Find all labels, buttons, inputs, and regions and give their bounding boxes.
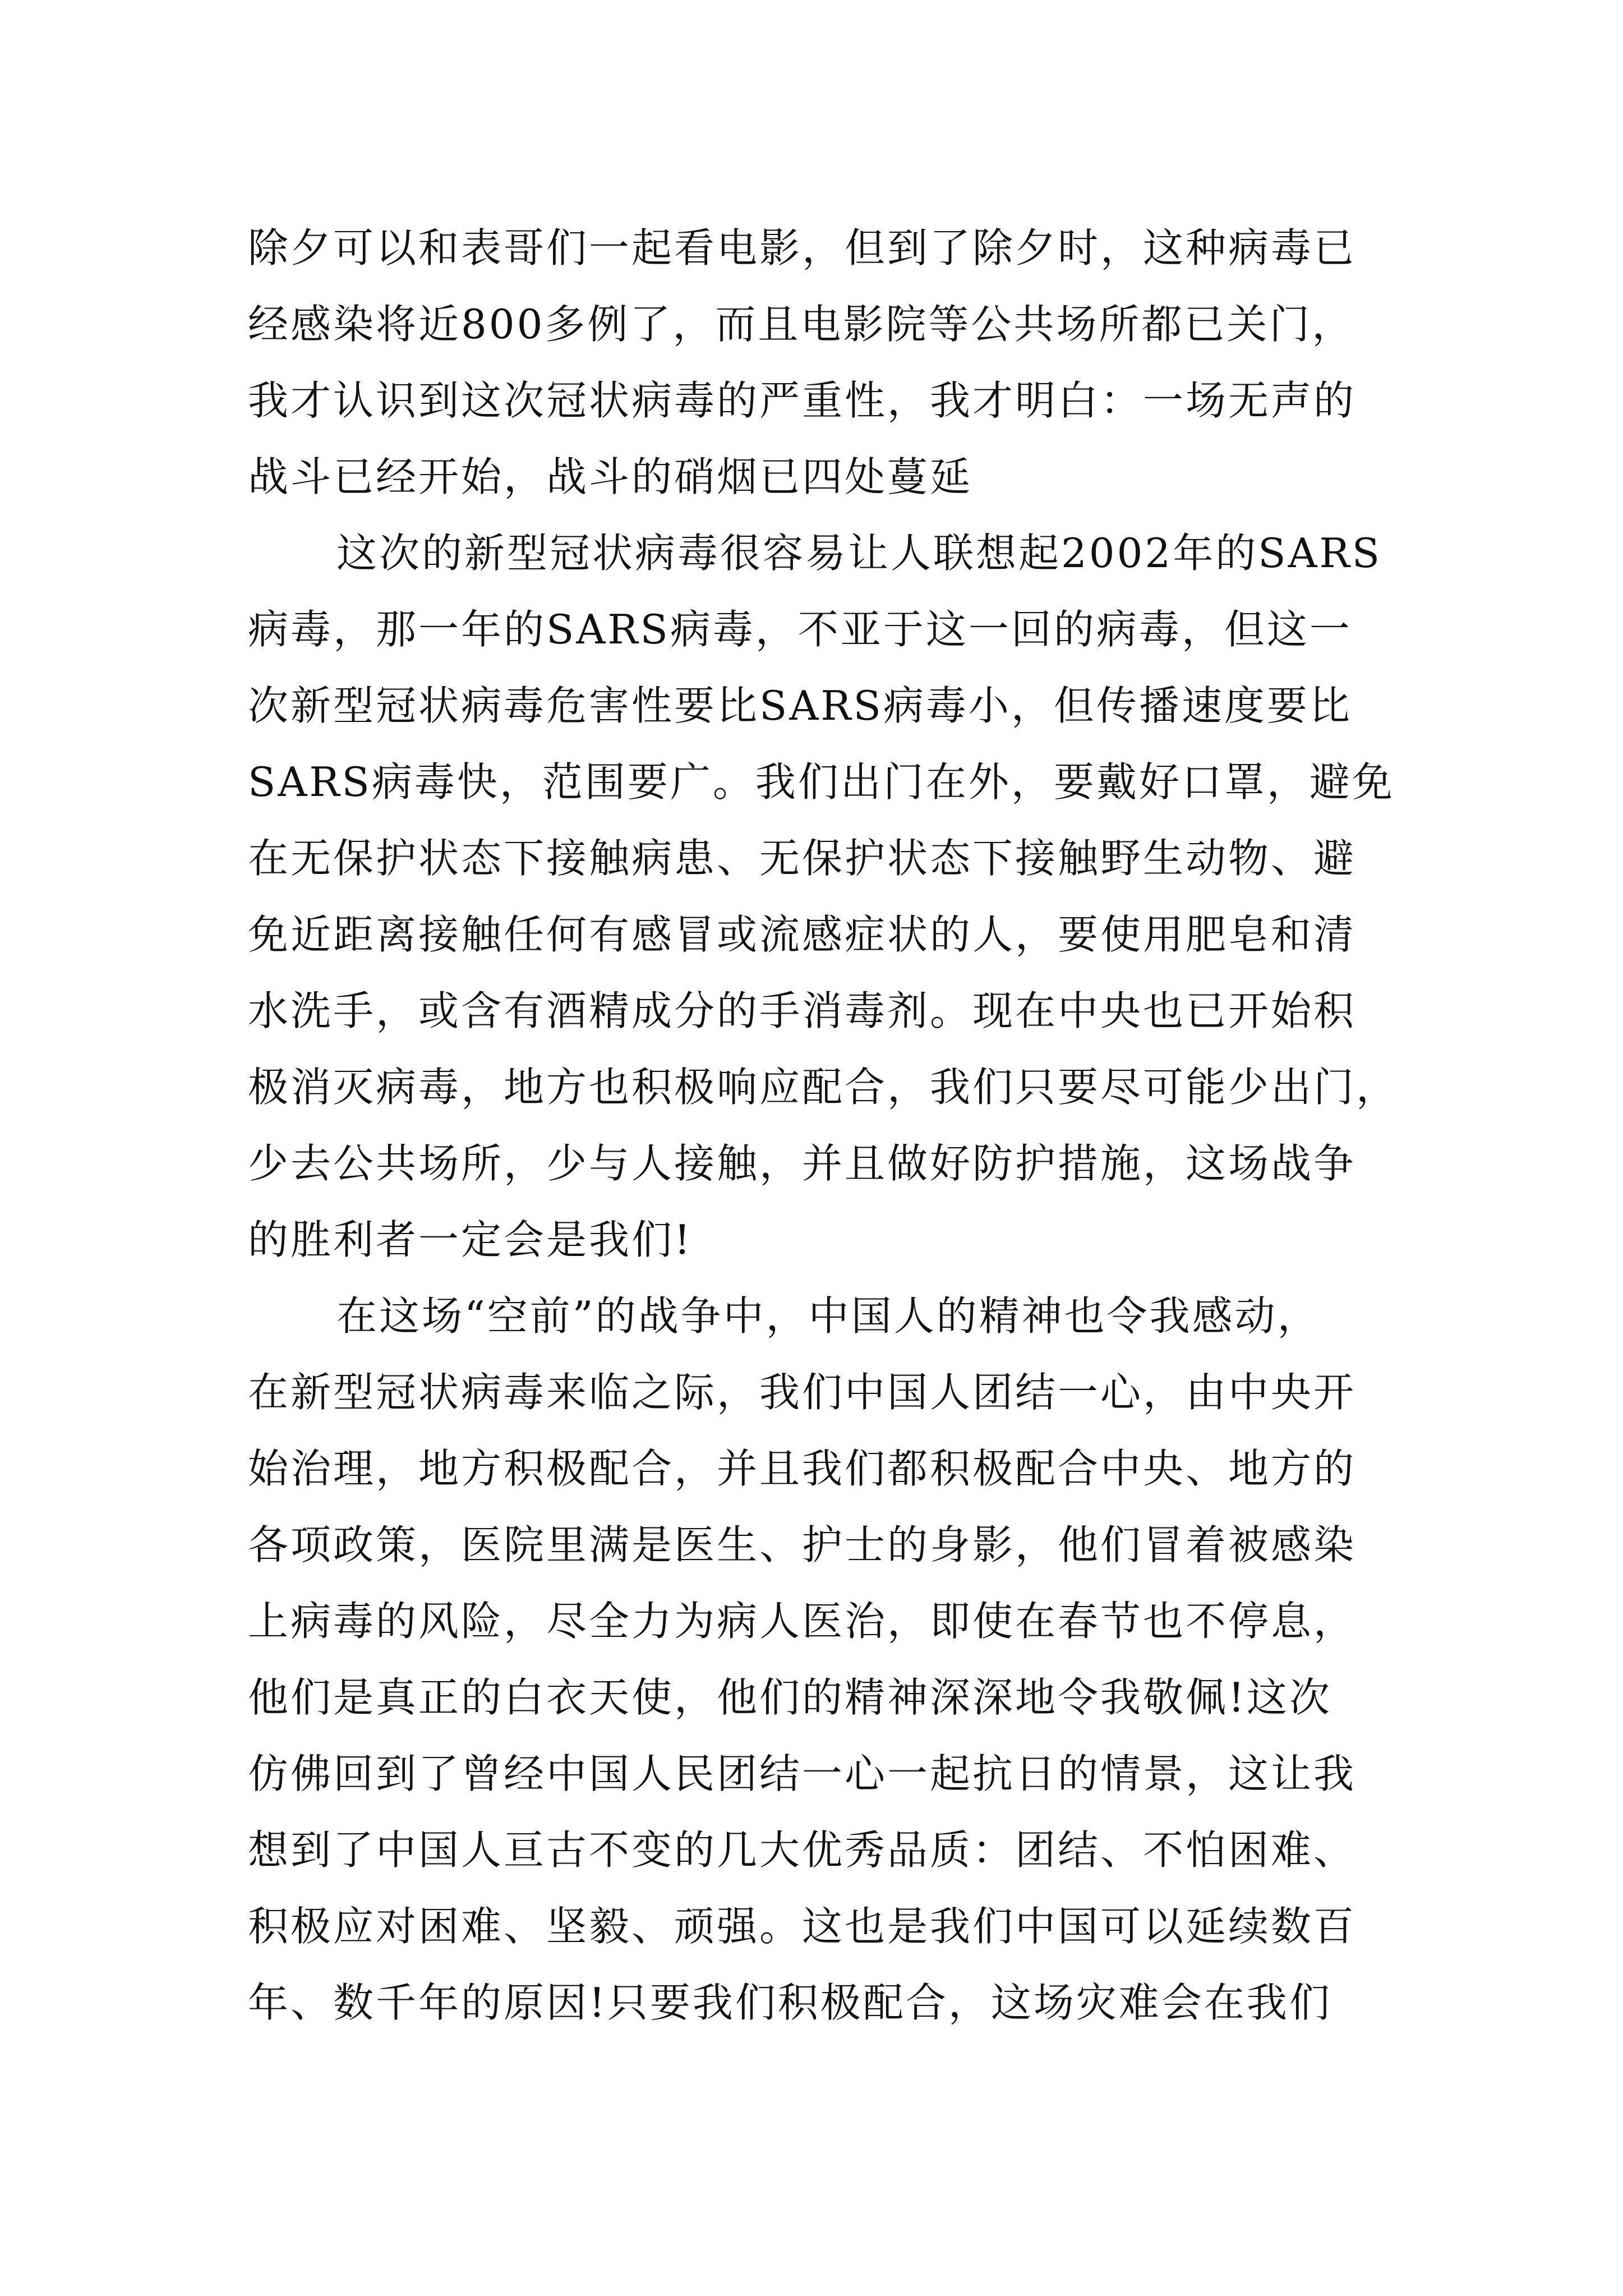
text-line: 在新型冠状病毒来临之际，我们中国人团结一心，由中央开 — [248, 1369, 1357, 1416]
text-line: 上病毒的风险，尽全力为病人医治，即使在春节也不停息， — [248, 1598, 1357, 1645]
text-line: 的胜利者一定会是我们! — [248, 1216, 693, 1263]
text-line: 各项政策，医院里满是医生、护士的身影，他们冒着被感染 — [248, 1521, 1357, 1568]
paragraph-first-line: 这次的新型冠状病毒很容易让人联想起2002年的SARS — [336, 530, 1382, 577]
text-line: 次新型冠状病毒危害性要比SARS病毒小，但传播速度要比 — [248, 682, 1352, 729]
text-line: 免近距离接触任何有感冒或流感症状的人，要使用肥皂和清 — [248, 911, 1357, 958]
text-line: 水洗手，或含有酒精成分的手消毒剂。现在中央也已开始积 — [248, 987, 1357, 1034]
text-line: 经感染将近800多例了，而且电影院等公共场所都已关门， — [248, 301, 1355, 348]
text-line: 他们是真正的白衣天使，他们的精神深深地令我敬佩!这次 — [248, 1674, 1332, 1721]
text-line: 在无保护状态下接触病患、无保护状态下接触野生动物、避 — [248, 835, 1357, 882]
text-line: 年、数千年的原因!只要我们积极配合，这场灾难会在我们 — [248, 1979, 1332, 2026]
text-line: 想到了中国人亘古不变的几大优秀品质：团结、不怕困难、 — [248, 1826, 1357, 1874]
text-line: 我才认识到这次冠状病毒的严重性，我才明白：一场无声的 — [248, 377, 1357, 424]
text-line: 病毒，那一年的SARS病毒，不亚于这一回的病毒，但这一 — [248, 606, 1352, 653]
text-line: 极消灭病毒，地方也积极响应配合，我们只要尽可能少出门， — [248, 1064, 1399, 1111]
text-line: 仿佛回到了曾经中国人民团结一心一起抗日的情景，这让我 — [248, 1750, 1357, 1797]
text-line: SARS病毒快，范围要广。我们出门在外，要戴好口罩，避免 — [248, 758, 1395, 806]
paragraph-first-line: 在这场“空前”的战争中，中国人的精神也令我感动， — [336, 1292, 1320, 1340]
text-line: 积极应对困难、坚毅、顽强。这也是我们中国可以延续数百 — [248, 1903, 1357, 1950]
text-line: 始治理，地方积极配合，并且我们都积极配合中央、地方的 — [248, 1445, 1357, 1492]
text-line: 除夕可以和表哥们一起看电影，但到了除夕时，这种病毒已 — [248, 224, 1357, 272]
text-line: 少去公共场所，少与人接触，并且做好防护措施，这场战争 — [248, 1140, 1357, 1187]
text-line: 战斗已经开始，战斗的硝烟已四处蔓延 — [248, 453, 973, 500]
